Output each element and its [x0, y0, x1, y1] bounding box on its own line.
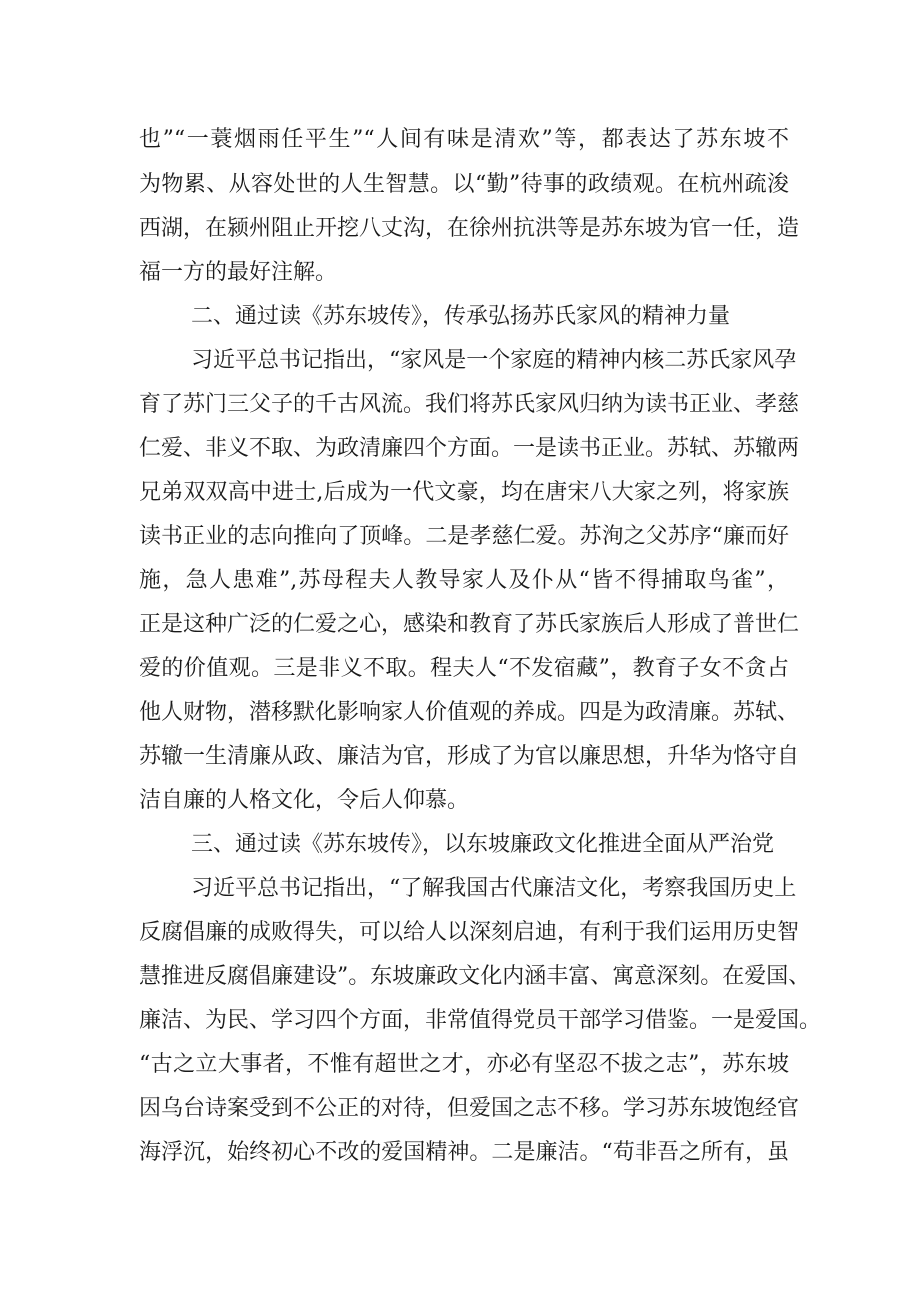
- body-text-line: 施，急人患难”,苏母程夫人教导家人及仆从“皆不得捕取鸟雀”，: [139, 568, 789, 593]
- body-text-line: 习近平总书记指出，“了解我国古代廉洁文化，考察我国历史上: [191, 876, 797, 901]
- body-text-line: 苏辙一生清廉从政、廉洁为官，形成了为官以廉思想，升华为恪守自: [139, 744, 800, 769]
- body-text-line: 仁爱、非义不取、为政清廉四个方面。一是读书正业。苏轼、苏辙两: [139, 436, 800, 461]
- body-text-line: 他人财物，潜移默化影响家人价值观的养成。四是为政清廉。苏轼、: [139, 700, 800, 725]
- section-heading: 二、通过读《苏东坡传》，传承弘扬苏氏家风的精神力量: [191, 304, 731, 329]
- section-heading: 三、通过读《苏东坡传》，以东坡廉政文化推进全面从严治党: [191, 832, 775, 857]
- body-text-line: 廉洁、为民、学习四个方面，非常值得党员干部学习借鉴。一是爱国。: [139, 1008, 822, 1033]
- body-text-line: 反腐倡廉的成败得失，可以给人以深刻启迪，有利于我们运用历史智: [139, 920, 800, 945]
- body-text-line: 因乌台诗案受到不公正的对待，但爱国之志不移。学习苏东坡饱经官: [139, 1096, 800, 1121]
- body-text-line: 福一方的最好注解。: [139, 260, 338, 285]
- body-text-line: 为物累、从容处世的人生智慧。以“勤”待事的政绩观。在杭州疏浚: [139, 172, 789, 197]
- body-text-line: 也”“一蓑烟雨任平生”“人间有味是清欢”等，都表达了苏东坡不: [139, 127, 789, 152]
- body-text-line: 慧推进反腐倡廉建设”。东坡廉政文化内涵丰富、寓意深刻。在爱国、: [139, 964, 811, 989]
- body-text-line: 爱的价值观。三是非义不取。程夫人“不发宿藏”，教育子女不贪占: [139, 656, 789, 681]
- body-text-line: 洁自廉的人格文化，令后人仰慕。: [139, 788, 470, 813]
- body-text-line: “古之立大事者，不惟有超世之才，亦必有坚忍不拔之志”，苏东坡: [139, 1052, 789, 1077]
- body-text-line: 育了苏门三父子的千古风流。我们将苏氏家风归纳为读书正业、孝慈: [139, 392, 800, 417]
- body-text-line: 正是这种广泛的仁爱之心，感染和教育了苏氏家族后人形成了普世仁: [139, 612, 800, 637]
- body-text-line: 习近平总书记指出，“家风是一个家庭的精神内核二苏氏家风孕: [191, 348, 797, 373]
- body-text-line: 海浮沉，始终初心不改的爱国精神。二是廉洁。“苟非吾之所有，虽: [139, 1140, 789, 1165]
- body-text-line: 西湖，在颍州阻止开挖八丈沟，在徐州抗洪等是苏东坡为官一任，造: [139, 216, 800, 241]
- body-text-line: 兄弟双双高中进士,后成为一代文豪，均在唐宋八大家之列，将家族: [139, 480, 789, 505]
- body-text-line: 读书正业的志向推向了顶峰。二是孝慈仁爱。苏洵之父苏序“廉而好: [139, 524, 789, 549]
